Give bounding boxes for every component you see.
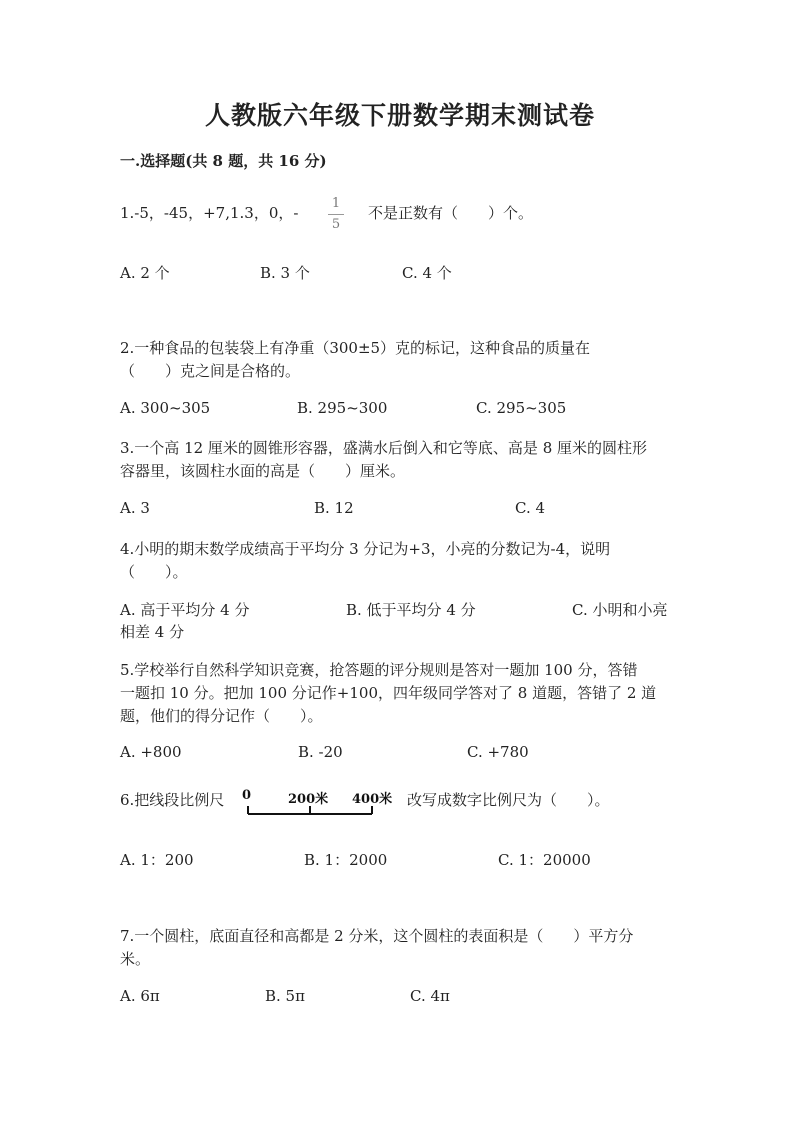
fraction-one-fifth [324,196,348,233]
question-6-text: 6.把线段比例尺 [120,791,225,809]
q7-option-a: A. 6π [120,987,160,1005]
question-5-line-1: 5.学校举行自然科学知识竞赛，抢答题的评分规则是答对一题加 100 分，答错 [120,661,638,679]
question-3-line-2: 容器里，该圆柱水面的高是（ ）厘米。 [120,462,406,480]
fraction-numerator: 1 [331,196,341,211]
q4-option-c: C. 小明和小亮 [572,601,668,619]
question-7-line-2: 米。 [120,950,151,968]
q7-option-c: C. 4π [410,987,450,1005]
q2-option-c: C. 295~305 [476,399,567,417]
question-4-line-1: 4.小明的期末数学成绩高于平均分 3 分记为+3，小亮的分数记为-4，说明 [120,540,611,558]
q3-option-c: C. 4 [515,499,546,517]
q4-option-a: A. 高于平均分 4 分 [120,601,250,619]
scale-label-200m: 200米 [288,792,329,807]
scale-line [248,813,372,815]
question-4-line-2: （ ）。 [120,563,188,581]
fraction-denominator: 5 [331,217,341,232]
question-1-tail: 不是正数有（ ）个。 [368,204,534,222]
question-2-line-2: （ ）克之间是合格的。 [120,362,301,380]
question-5-line-2: 一题扣 10 分。把加 100 分记作+100，四年级同学答对了 8 道题，答错了 2 道 [120,684,657,702]
q3-option-a: A. 3 [120,499,150,517]
section-heading: 一.选择题(共 8 题，共 16 分) [120,152,327,170]
q5-option-a: A. +800 [120,743,182,761]
q1-option-c: C. 4 个 [402,264,452,282]
q3-option-b: B. 12 [314,499,354,517]
q6-option-c: C. 1：20000 [498,851,591,869]
q6-option-b: B. 1：2000 [304,851,388,869]
scale-label-400m: 400米 [352,792,393,807]
question-7-line-1: 7.一个圆柱，底面直径和高都是 2 分米，这个圆柱的表面积是（ ）平方分 [120,927,634,945]
q2-option-a: A. 300~305 [120,399,211,417]
question-2-line-1: 2.一种食品的包装袋上有净重（300±5）克的标记，这种食品的质量在 [120,339,591,357]
question-1-text: 1.-5，-45，+7,1.3，0，- [120,204,299,222]
page-title: 人教版六年级下册数学期末测试卷 [204,101,595,130]
question-5-line-3: 题，他们的得分记作（ ）。 [120,707,323,725]
q6-option-a: A. 1：200 [120,851,194,869]
q1-option-a: A. 2 个 [120,264,170,282]
q2-option-b: B. 295~300 [297,399,388,417]
q1-option-b: B. 3 个 [260,264,310,282]
question-6-tail: 改写成数字比例尺为（ ）。 [407,791,610,809]
q7-option-b: B. 5π [265,987,305,1005]
fraction-bar [328,214,344,215]
q5-option-c: C. +780 [467,743,529,761]
line-scale-diagram [240,786,400,826]
scale-label-zero: 0 [242,788,252,803]
question-3-line-1: 3.一个高 12 厘米的圆锥形容器，盛满水后倒入和它等底、高是 8 厘米的圆柱形 [120,439,648,457]
q5-option-b: B. -20 [298,743,343,761]
q4-option-b: B. 低于平均分 4 分 [346,601,476,619]
q4-option-c-continued: 相差 4 分 [120,623,185,641]
